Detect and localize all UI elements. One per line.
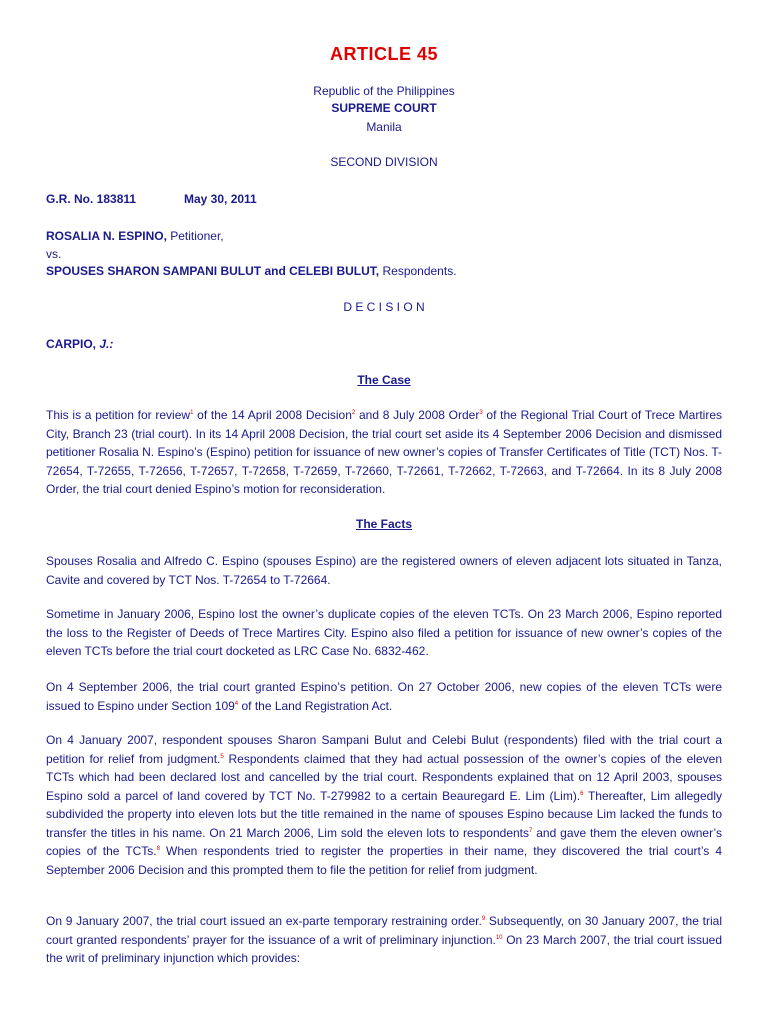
- footnote-ref[interactable]: 4: [234, 700, 239, 707]
- decision-date: May 30, 2011: [184, 192, 257, 206]
- text-run: This is a petition for review: [46, 408, 191, 422]
- justice-name: CARPIO,: [46, 337, 97, 351]
- respondent-role: Respondents.: [379, 264, 457, 278]
- respondent-line: [46, 264, 457, 278]
- footnote-ref[interactable]: 3: [479, 410, 483, 416]
- gr-number: G.R. No. 183811: [46, 192, 137, 206]
- republic-line: Republic of the Philippines: [313, 84, 455, 98]
- text-run: When respondents tried to register the properties in their name, they discovered the trial court’s 4 September 2006 Decision and this prompted them to file the petition for relief from judgment.: [46, 844, 722, 877]
- decision-label: D E C I S I O N: [343, 300, 425, 314]
- paragraph-facts-4: [46, 731, 722, 879]
- court-city: Manila: [366, 120, 402, 134]
- paragraph-facts-1: Spouses Rosalia and Alfredo C. Espino (spouses Espino) are the registered owners of eleven adjacent lots situated in Tanza, Cavite and covered by TCT Nos. T-72654 to T-72664.: [46, 554, 722, 587]
- text-run: of the 14 April 2008 Decision: [193, 408, 352, 422]
- ponente-line: [46, 337, 113, 351]
- footnote-ref[interactable]: 5: [220, 753, 224, 760]
- paragraph-facts-5: [46, 912, 722, 968]
- text-run: On 4 September 2006, the trial court granted Espino’s petition. On 27 October 2006, new copies of the eleven TCTs were issued to Espino under Section 109: [46, 680, 722, 713]
- footnote-ref[interactable]: 1: [190, 410, 194, 416]
- article-title: ARTICLE 45: [329, 44, 439, 64]
- text-run: and gave them the eleven owner’s copies of the TCTs.: [46, 825, 722, 858]
- footnote-ref[interactable]: 8: [156, 846, 160, 852]
- respondent-name: SPOUSES SHARON SAMPANI BULUT and CELEBI BULUT,: [46, 264, 380, 278]
- heading-the-facts: The Facts: [355, 517, 412, 531]
- footnote-ref[interactable]: 2: [351, 410, 356, 416]
- footnote-ref[interactable]: 10: [495, 934, 503, 941]
- text-run: and 8 July 2008 Order: [355, 408, 480, 422]
- text-run: Thereafter, Lim allegedly subdivided the property into eleven lots but the title remained in the name of spouses Espino because Lim lacked the funds to transfer the titles in his name. On 21 March 2006, Lim sold the eleven lots to respondents: [46, 788, 722, 840]
- text-run: of the Regional Trial Court of Trece Martires City, Branch 23 (trial court). In its 14 April 2008 Decision, the trial court set aside its 4 September 2006 Decision and dismissed petitioner Rosalia N. Espino’s (Espino) petition for issuance of new owner’s copies of Transfer Certificates of Title (TCT) Nos. T-72654, T-72655, T-72656, T-72657, T-72658, T-72659, T-72660, T-72661, T-72662, T-72663, and T-72664. In its 8 July 2008 Order, the trial court denied Espino’s motion for reconsideration.: [46, 408, 722, 496]
- paragraph-case: [46, 406, 722, 499]
- text-run: Subsequently, on 30 January 2007, the trial court granted respondents’ prayer for the issuance of a writ of preliminary injunction.: [46, 914, 722, 947]
- petitioner-role: Petitioner,: [166, 229, 224, 243]
- text-run: Respondents claimed that they had actual possession of the owner’s copies of the eleven TCTs which had been declared lost and cancelled by the trial court. Respondents explained that on 12 April 2003, spouses Espino sold a parcel of land covered by TCT No. T-279982 to a certain Beauregard E. Lim (Lim).: [46, 751, 722, 803]
- petitioner-line: [46, 229, 224, 243]
- footnote-ref[interactable]: 6: [580, 790, 584, 797]
- text-run: of the Land Registration Act.: [238, 698, 393, 713]
- court-division: SECOND DIVISION: [330, 155, 438, 169]
- text-run: On 23 March 2007, the trial court issued the writ of preliminary injunction which provides:: [46, 932, 723, 965]
- paragraph-facts-3: [46, 678, 722, 715]
- paragraph-facts-2: Sometime in January 2006, Espino lost the owner’s duplicate copies of the eleven TCTs. On 23 March 2006, Espino reported the loss to the Register of Deeds of Trece Martires City. Espino also filed a petition for issuance of new owner’s copies of the eleven TCTs before the trial court docketed as LRC Case No. 6832-462.: [46, 607, 722, 658]
- text-run: On 4 January 2007, respondent spouses Sharon Sampani Bulut and Celebi Bulut (respondents) filed with the trial court a petition for relief from judgment.: [46, 733, 722, 766]
- footnote-ref[interactable]: 7: [529, 827, 533, 834]
- versus-label: vs.: [46, 247, 62, 261]
- heading-the-case: The Case: [357, 373, 411, 387]
- court-name: SUPREME COURT: [331, 101, 437, 115]
- justice-suffix: J.:: [99, 337, 114, 351]
- petitioner-name: ROSALIA N. ESPINO,: [46, 229, 167, 243]
- footnote-ref[interactable]: 9: [481, 916, 486, 922]
- text-run: On 9 January 2007, the trial court issued an ex-parte temporary restraining order.: [46, 914, 482, 928]
